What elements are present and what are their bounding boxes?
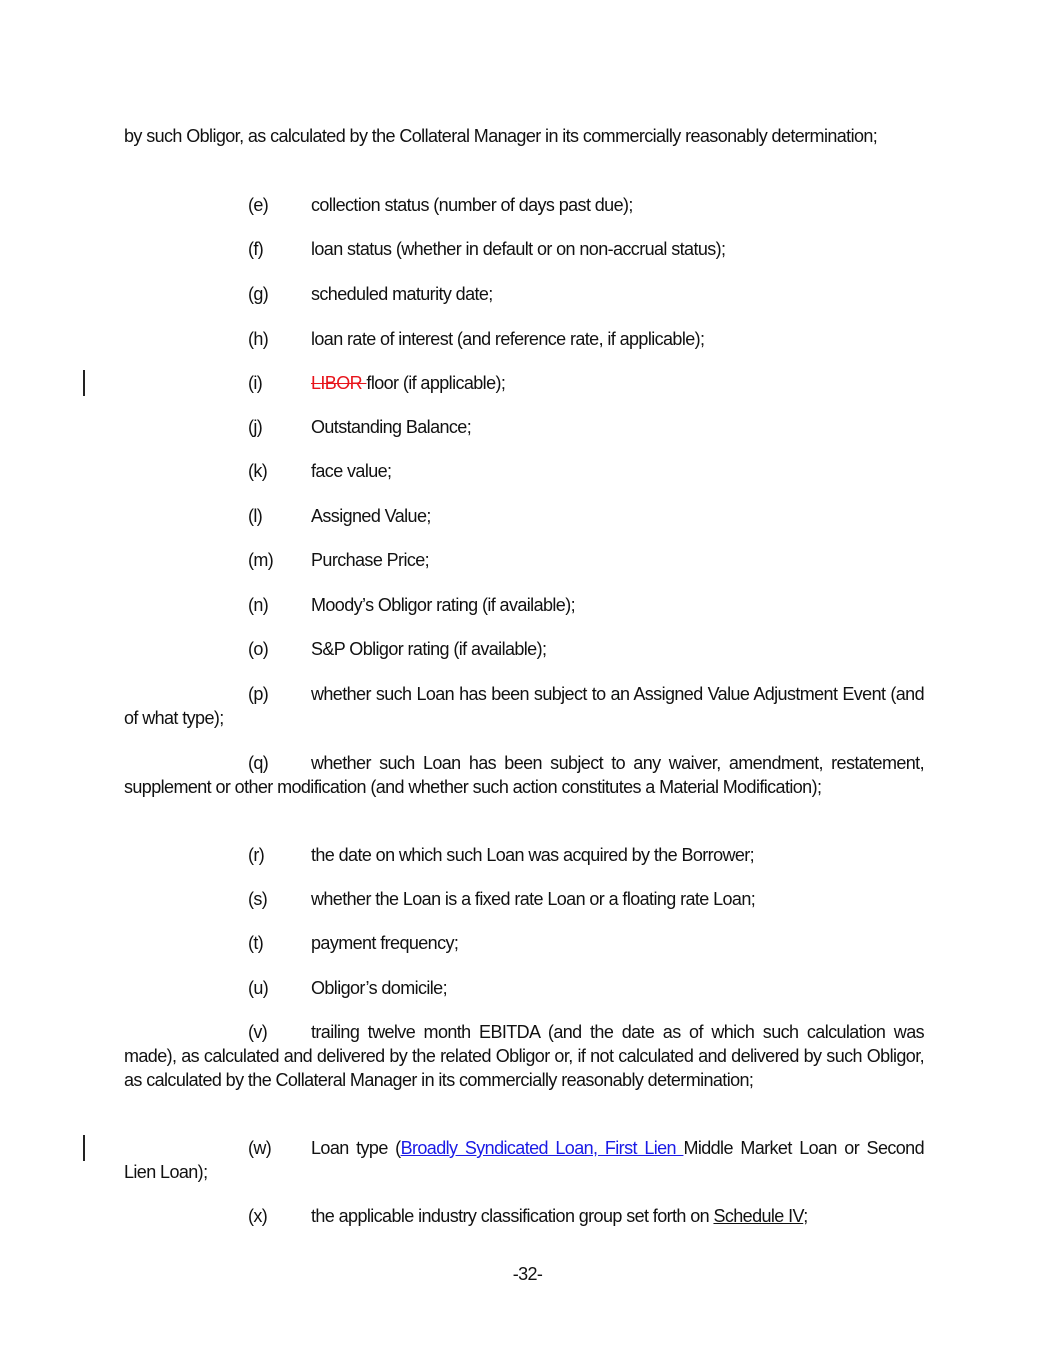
list-item-j [248,415,471,439]
list-item-n [248,593,575,617]
item-text: Purchase Price; [311,550,430,570]
list-item-o [248,637,546,661]
item-text: Moody’s Obligor rating (if available); [311,595,575,615]
list-item-e [248,193,633,217]
item-text: the date on which such Loan was acquired by the Borrower; [311,845,755,865]
item-label: (u) [248,978,269,998]
item-label: (x) [248,1206,268,1226]
item-text: Loan type ( [311,1138,401,1158]
item-label: (n) [248,595,269,615]
item-label: (r) [248,845,265,865]
intro-paragraph: by such Obligor, as calculated by the Collateral Manager in its commercially reasonably determination; [124,126,878,146]
list-item-q [124,751,924,799]
item-text: Obligor’s domicile; [311,978,447,998]
item-label: (t) [248,933,264,953]
list-item-x [248,1204,808,1228]
item-label: (i) [248,373,263,393]
change-bar [83,1135,85,1161]
list-item-i [248,371,505,395]
item-label: (e) [248,195,269,215]
item-label: (h) [248,329,269,349]
list-item-t [248,931,458,955]
list-item-k [248,459,391,483]
item-text: floor (if applicable); [366,373,506,393]
item-text: Assigned Value; [311,506,431,526]
item-text: scheduled maturity date; [311,284,493,304]
inserted-text: Broadly Syndicated Loan, First Lien [400,1138,684,1158]
item-text: face value; [311,461,392,481]
item-text: Middle Market Loan or Second Lien Loan); [124,1138,925,1182]
list-item-m [248,548,429,572]
item-label: (g) [248,284,269,304]
item-text: S&P Obligor rating (if available); [311,639,547,659]
item-text: trailing twelve month EBITDA (and the date as of which such calculation was made), as calculated and delivered by the related Obligor or, if not calculated and delivered by such Obligor, as calculated by the Collateral Manager in its commercially reasonably determination; [124,1022,924,1090]
item-text: whether the Loan is a fixed rate Loan or a floating rate Loan; [311,889,756,909]
list-item-v [124,1020,924,1092]
item-text: collection status (number of days past due); [311,195,633,215]
item-text: the applicable industry classification group set forth on [311,1206,714,1226]
item-text: ; [803,1206,808,1226]
item-text: payment frequency; [311,933,459,953]
item-text: whether such Loan has been subject to an Assigned Value Adjustment Event (and of what type); [124,684,924,728]
list-item-w [124,1136,924,1184]
list-item-r [248,843,754,867]
item-label: (j) [248,417,263,437]
list-item-l [248,504,431,528]
item-label: (w) [248,1138,272,1158]
list-item-f [248,237,725,261]
item-label: (p) [248,684,269,704]
schedule-reference: Schedule IV [713,1206,804,1226]
item-label: (k) [248,461,268,481]
item-label: (m) [248,550,274,570]
list-item-u [248,976,447,1000]
item-text: loan rate of interest (and reference rate, if applicable); [311,329,705,349]
change-bar [83,370,85,396]
item-label: (s) [248,889,268,909]
item-label: (l) [248,506,263,526]
item-label: (v) [248,1022,268,1042]
item-text: loan status (whether in default or on non-accrual status); [311,239,726,259]
item-label: (o) [248,639,269,659]
deleted-text: LIBOR [311,373,367,393]
page-number: -32- [512,1264,543,1284]
list-item-p [124,682,924,730]
list-item-g [248,282,493,306]
item-text: Outstanding Balance; [311,417,472,437]
list-item-h [248,327,704,351]
item-text: whether such Loan has been subject to any waiver, amendment, restatement, supplement or other modification (and whether such action constitutes a Material Modification); [124,753,924,797]
item-label: (q) [248,753,269,773]
item-label: (f) [248,239,264,259]
list-item-s [248,887,755,911]
